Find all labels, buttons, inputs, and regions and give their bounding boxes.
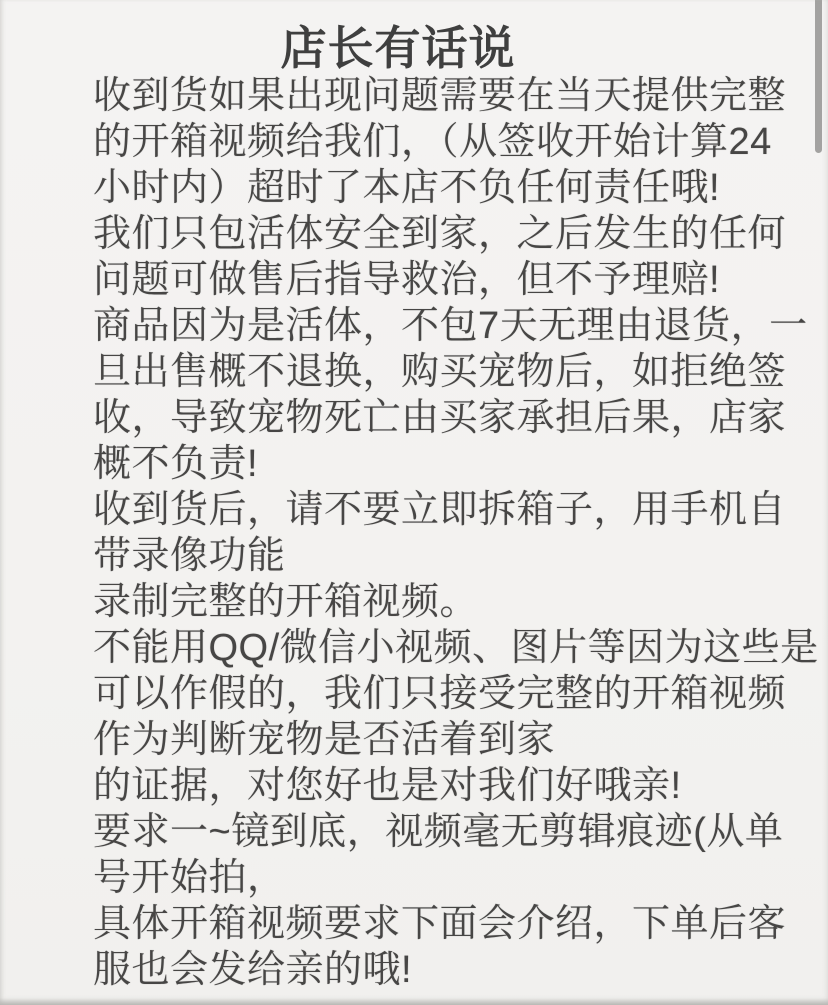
- text-line: 号开始拍，: [93, 857, 286, 899]
- text-line: 商品因为是活体，不包7天无理由退货，一: [93, 305, 808, 347]
- text-line: 收到货如果出现问题需要在当天提供完整: [93, 75, 787, 117]
- text-line: 服也会发给亲的哦!: [93, 949, 413, 991]
- text-line: 作为判断宠物是否活着到家: [93, 719, 556, 761]
- photo-bottom-edge: [0, 998, 828, 1005]
- text-line: 带录像功能: [93, 535, 286, 577]
- text-line: 要求一~镜到底，视频毫无剪辑痕迹(从单: [93, 811, 784, 853]
- text-line: 我们只包活体安全到家，之后发生的任何: [93, 213, 787, 255]
- text-line: 收，导致宠物死亡由买家承担后果，店家: [93, 397, 787, 439]
- page-title: 店长有话说: [280, 22, 516, 74]
- vertical-scrollbar-thumb[interactable]: [815, 0, 822, 153]
- text-line: 可以作假的，我们只接受完整的开箱视频: [93, 673, 787, 715]
- text-line: 的证据，对您好也是对我们好哦亲!: [93, 765, 682, 807]
- text-line: 旦出售概不退换，购买宠物后，如拒绝签: [93, 351, 787, 393]
- notice-text-block: [93, 73, 819, 993]
- text-line: 录制完整的开箱视频。: [93, 581, 479, 623]
- text-line: 小时内）超时了本店不负任何责任哦!: [93, 167, 721, 209]
- text-line: 收到货后，请不要立即拆箱子，用手机自: [93, 489, 787, 531]
- text-line: 不能用QQ/微信小视频、图片等因为这些是: [93, 627, 819, 669]
- text-line: 的开箱视频给我们，（从签收开始计算24: [93, 121, 772, 163]
- text-line: 问题可做售后指导救治，但不予理赔!: [93, 259, 721, 301]
- text-line: 概不负责!: [93, 443, 259, 485]
- text-line: 具体开箱视频要求下面会介绍，下单后客: [93, 903, 787, 945]
